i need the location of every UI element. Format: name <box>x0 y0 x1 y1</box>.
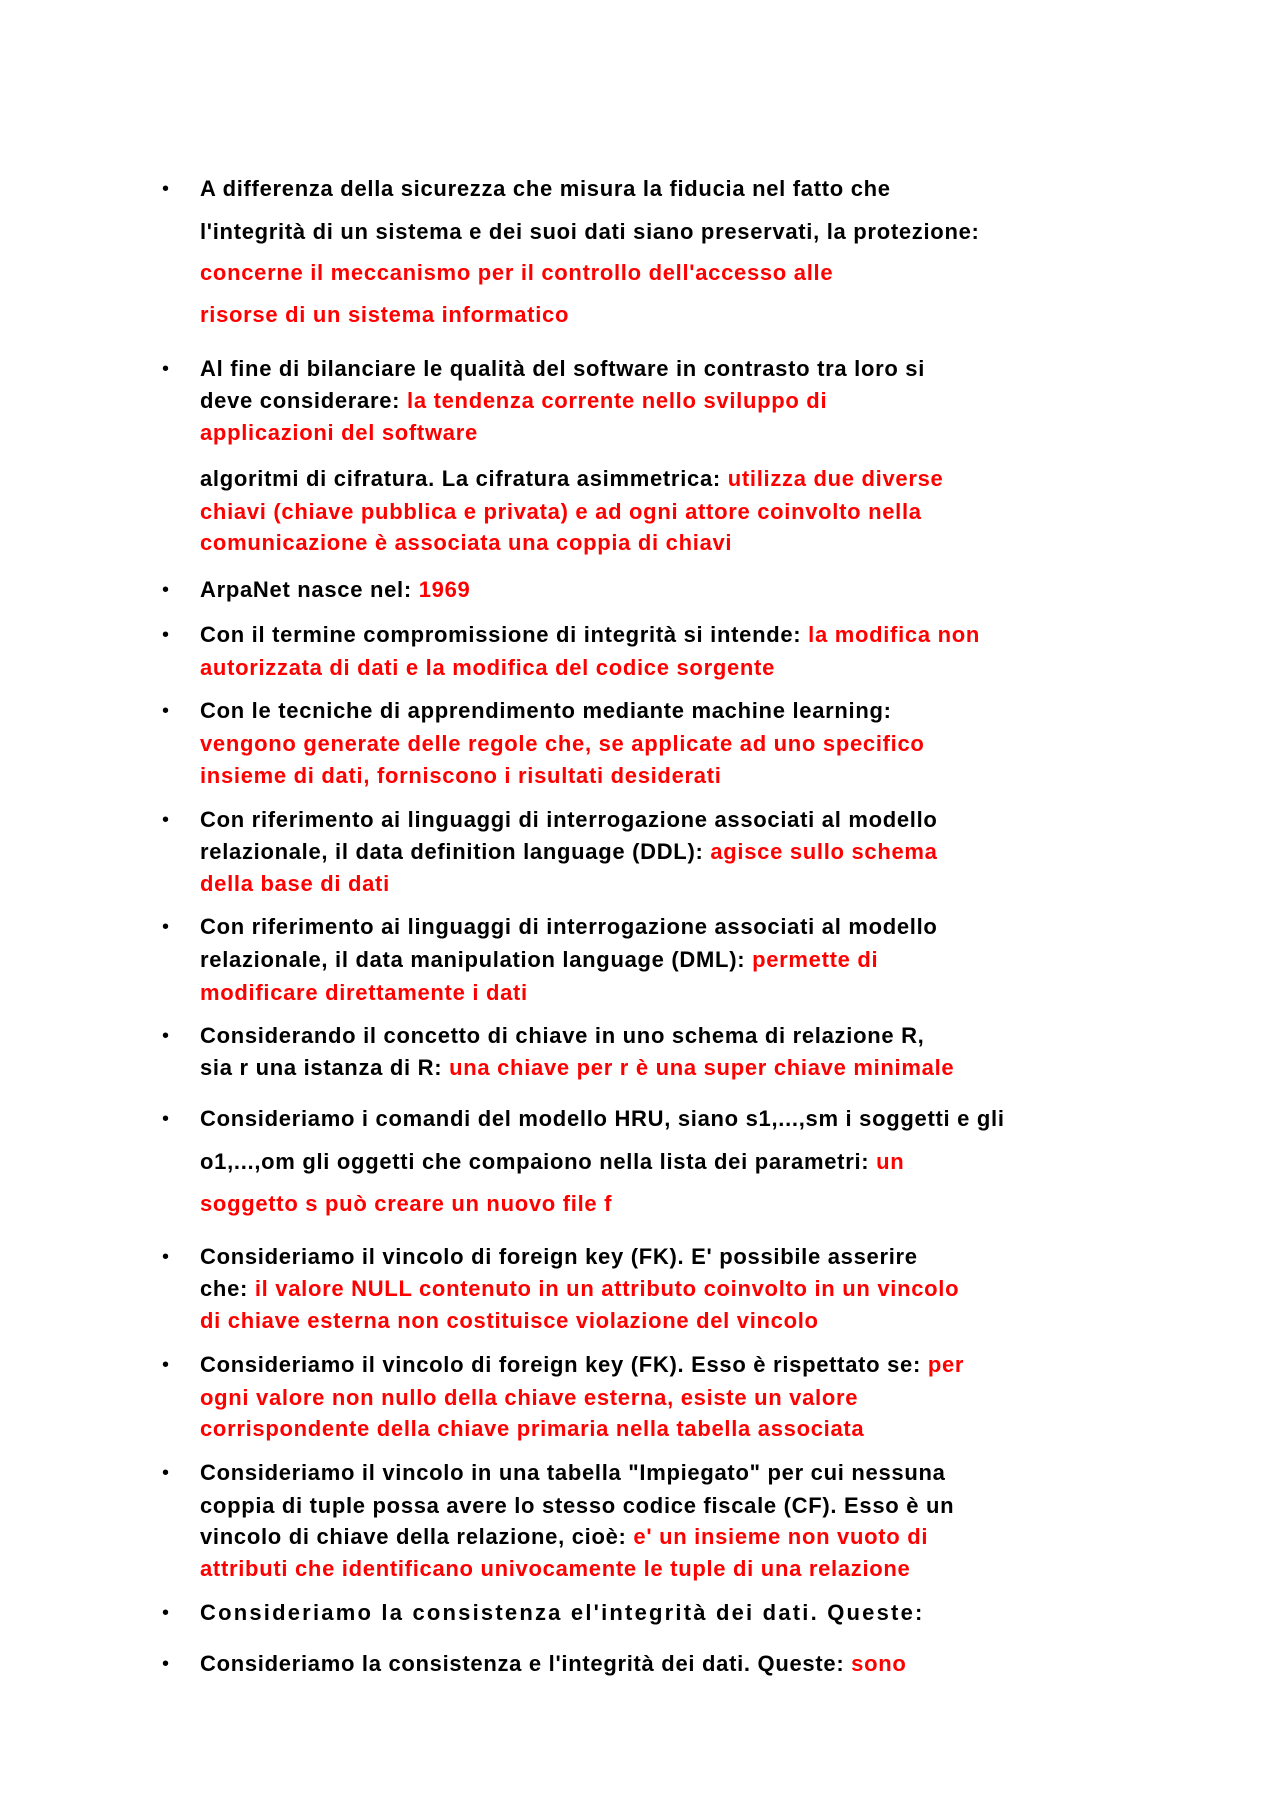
question-text: vincolo di chiave della relazione, cioè: <box>200 1524 634 1549</box>
list-item-line <box>200 1459 946 1487</box>
answer-text: ogni valore non nullo della chiave esterna, esiste un valore <box>200 1385 859 1410</box>
list-item-line <box>200 1022 925 1050</box>
question-text: sia r una istanza di R: <box>200 1055 450 1080</box>
list-item-line <box>200 870 390 898</box>
list-item-line <box>200 218 980 246</box>
answer-text: una chiave per r è una super chiave minimale <box>449 1055 955 1080</box>
bullet-icon: • <box>162 809 170 831</box>
list-item-line <box>200 621 980 649</box>
list-item-line <box>200 1307 819 1335</box>
list-item-line <box>200 1650 907 1678</box>
question-text: o1,...,om gli oggetti che compaiono nella lista dei parametri: <box>200 1149 877 1174</box>
answer-text: attributi che identificano univocamente le tuple di una relazione <box>200 1556 911 1581</box>
answer-text: soggetto s può creare un nuovo file f <box>200 1191 613 1216</box>
list-item-line <box>200 498 922 526</box>
question-text: Consideriamo il vincolo di foreign key (FK). Esso è rispettato se: <box>200 1352 928 1377</box>
bullet-icon: • <box>162 624 170 646</box>
answer-text: sono <box>851 1651 907 1676</box>
question-text: Consideriamo i comandi del modello HRU, siano s1,...,sm i soggetti e gli <box>200 1106 1005 1131</box>
question-text: l'integrità di un sistema e dei suoi dati siano preservati, la protezione: <box>200 219 980 244</box>
list-item-line <box>200 1384 858 1412</box>
list-item-line <box>200 465 943 493</box>
bullet-icon: • <box>162 1602 170 1624</box>
question-text: relazionale, il data definition language (DDL): <box>200 839 711 864</box>
bullet-icon: • <box>162 1025 170 1047</box>
answer-text: la modifica non <box>808 622 980 647</box>
answer-text: 1969 <box>418 577 471 602</box>
list-item-line <box>200 1275 959 1303</box>
answer-text: risorse di un sistema informatico <box>200 302 570 327</box>
question-text: che: <box>200 1276 255 1301</box>
list-item-line <box>200 806 938 834</box>
answer-text: utilizza due diverse <box>727 466 944 491</box>
bullet-icon: • <box>162 1653 170 1675</box>
question-text: algoritmi di cifratura. La cifratura asimmetrica: <box>200 466 728 491</box>
answer-text: la tendenza corrente nello sviluppo di <box>407 388 828 413</box>
answer-text: di chiave esterna non costituisce violazione del vincolo <box>200 1308 819 1333</box>
answer-text: un <box>876 1149 905 1174</box>
question-text: Consideriamo il vincolo di foreign key (FK). E' possibile asserire <box>200 1244 918 1269</box>
list-item-line <box>200 697 892 725</box>
question-text: coppia di tuple possa avere lo stesso codice fiscale (CF). Esso è un <box>200 1493 955 1518</box>
list-item-line <box>200 654 775 682</box>
list-item-line <box>200 1415 864 1443</box>
answer-text: per <box>927 1352 965 1377</box>
answer-text: della base di dati <box>200 871 390 896</box>
bullet-icon: • <box>162 178 170 200</box>
bullet-icon: • <box>162 1462 170 1484</box>
question-text: Con riferimento ai linguaggi di interrogazione associati al modello <box>200 914 938 939</box>
question-text: deve considerare: <box>200 388 408 413</box>
list-item-line <box>200 913 938 941</box>
bullet-icon: • <box>162 916 170 938</box>
list-item-line <box>200 1492 954 1520</box>
question-text: Consideriamo la consistenza el'integrità dei dati. Queste: <box>200 1600 925 1625</box>
answer-text: modificare direttamente i dati <box>200 980 528 1005</box>
list-item-line <box>200 419 478 447</box>
question-text: A differenza della sicurezza che misura la fiducia nel fatto che <box>200 176 891 201</box>
bullet-icon: • <box>162 700 170 722</box>
answer-text: vengono generate delle regole che, se applicate ad uno specifico <box>200 731 925 756</box>
answer-text: il valore NULL contenuto in un attributo coinvolto in un vincolo <box>254 1276 960 1301</box>
question-text: ArpaNet nasce nel: <box>200 577 419 602</box>
list-item-line <box>200 1054 954 1082</box>
question-text: Considerando il concetto di chiave in uno schema di relazione R, <box>200 1023 925 1048</box>
list-item-line <box>200 1243 918 1271</box>
question-text: relazionale, il data manipulation language (DML): <box>200 947 753 972</box>
answer-text: autorizzata di dati e la modifica del codice sorgente <box>200 655 776 680</box>
answer-text: agisce sullo schema <box>710 839 938 864</box>
list-item-line <box>200 576 470 604</box>
question-text: Consideriamo il vincolo in una tabella "Impiegato" per cui nessuna <box>200 1460 946 1485</box>
question-text: Al fine di bilanciare le qualità del software in contrasto tra loro si <box>200 356 926 381</box>
bullet-icon: • <box>162 1354 170 1376</box>
bullet-icon: • <box>162 579 170 601</box>
answer-text: permette di <box>752 947 879 972</box>
list-item-line <box>200 1190 612 1218</box>
list-item-line <box>200 838 938 866</box>
list-item-line <box>200 946 878 974</box>
answer-text: comunicazione è associata una coppia di chiavi <box>200 530 733 555</box>
list-item-line <box>200 1105 1005 1133</box>
list-item-line <box>200 1148 904 1176</box>
question-text: Consideriamo la consistenza e l'integrità dei dati. Queste: <box>200 1651 852 1676</box>
list-item-line <box>200 1555 911 1583</box>
list-item-line <box>200 1523 928 1551</box>
list-item-line <box>200 1599 925 1627</box>
answer-text: concerne il meccanismo per il controllo dell'accesso alle <box>200 260 834 285</box>
list-item-line <box>200 730 925 758</box>
list-item-line <box>200 175 891 203</box>
list-item-line <box>200 762 722 790</box>
list-item-line <box>200 259 833 287</box>
bullet-icon: • <box>162 358 170 380</box>
answer-text: e' un insieme non vuoto di <box>633 1524 929 1549</box>
list-item-line <box>200 979 528 1007</box>
answer-text: corrispondente della chiave primaria nella tabella associata <box>200 1416 865 1441</box>
list-item-line <box>200 355 925 383</box>
answer-text: chiavi (chiave pubblica e privata) e ad ogni attore coinvolto nella <box>200 499 922 524</box>
list-item-line <box>200 387 827 415</box>
bullet-icon: • <box>162 1108 170 1130</box>
question-text: Con il termine compromissione di integrità si intende: <box>200 622 809 647</box>
bullet-icon: • <box>162 1246 170 1268</box>
answer-text: insieme di dati, forniscono i risultati desiderati <box>200 763 722 788</box>
list-item-line <box>200 301 569 329</box>
answer-text: applicazioni del software <box>200 420 478 445</box>
question-text: Con le tecniche di apprendimento mediante machine learning: <box>200 698 892 723</box>
question-text: Con riferimento ai linguaggi di interrogazione associati al modello <box>200 807 938 832</box>
list-item-line <box>200 529 732 557</box>
list-item-line <box>200 1351 964 1379</box>
